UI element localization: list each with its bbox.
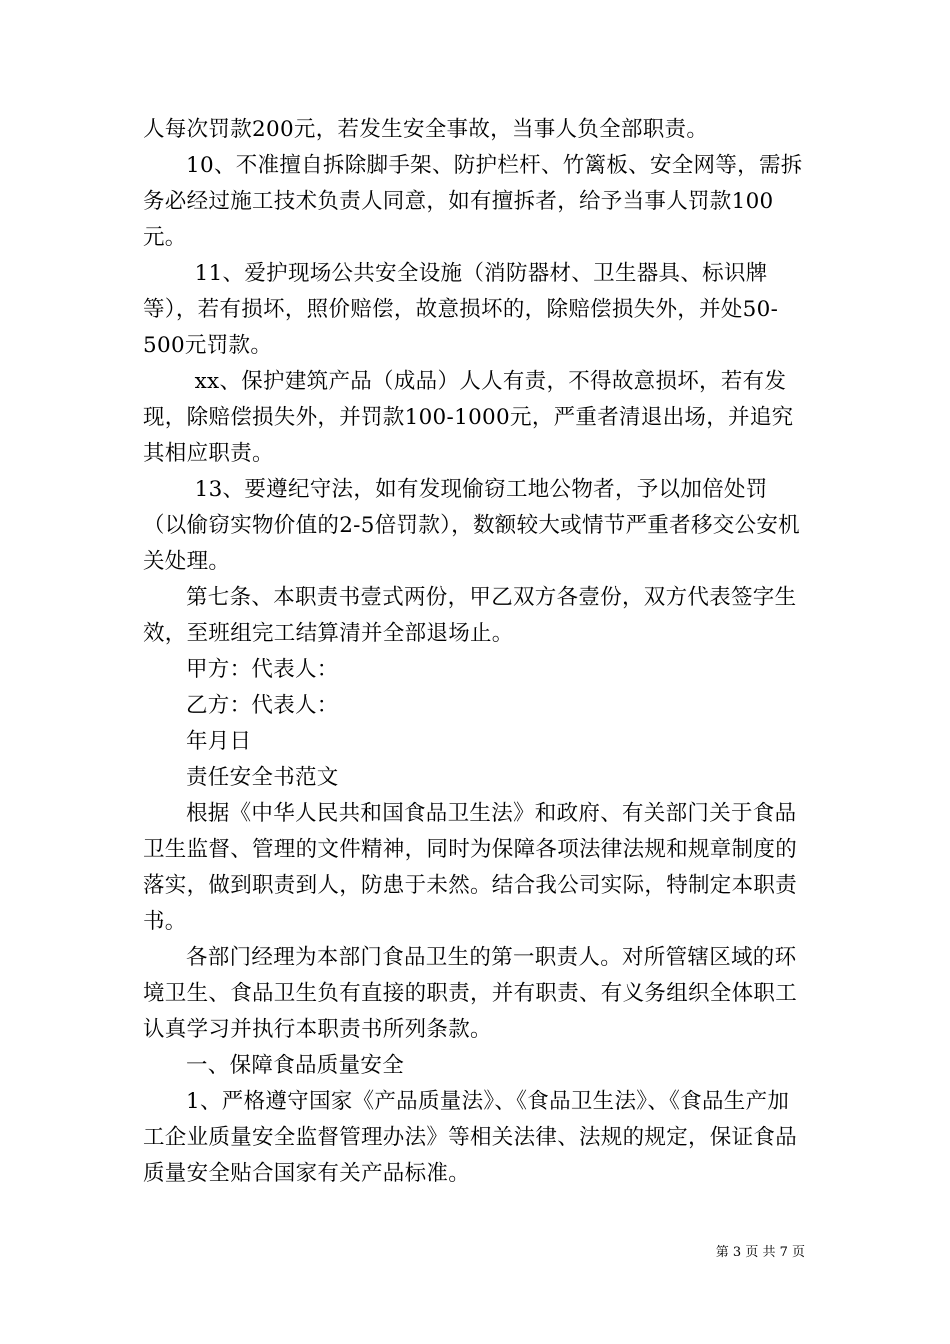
signature-date: 年月日 (186, 729, 252, 754)
paragraph-item-12: xx、保护建筑产品（成品）人人有责，不得故意损坏，若有发现，除赔偿损失外，并罚款100-1000元，严重者清退出场，并追究其相应职责。 (143, 369, 794, 466)
paragraph-penalty-continued: 人每次罚款200元，若发生安全事故，当事人负全部职责。 (143, 117, 709, 142)
paragraph-item-10: 10、不准擅自拆除脚手架、防护栏杆、竹篱板、安全网等，需拆务必经过施工技术负责人同意，如有擅拆者，给予当事人罚款100元。 (143, 153, 803, 250)
heading-food-quality: 一、保障食品质量安全 (186, 1053, 405, 1078)
paragraph-item-13: 13、要遵纪守法，如有发现偷窃工地公物者，予以加倍处罚（以偷窃实物价值的2-5倍罚款），数额较大或情节严重者移交公安机关处理。 (143, 477, 800, 574)
section-title: 责任安全书范文 (186, 765, 339, 790)
paragraph-article-7: 第七条、本职责书壹式两份，甲乙双方各壹份，双方代表签字生效，至班组完工结算清并全部退场止。 (143, 585, 797, 646)
signature-party-a: 甲方：代表人： (186, 657, 339, 682)
paragraph-manager-duty: 各部门经理为本部门食品卫生的第一职责人。对所管辖区域的环境卫生、食品卫生负有直接的职责，并有职责、有义务组织全体职工认真学习并执行本职责书所列条款。 (143, 945, 798, 1042)
paragraph-item-11: 11、爱护现场公共安全设施（消防器材、卫生器具、标识牌等），若有损坏，照价赔偿，故意损坏的，除赔偿损失外，并处50-500元罚款。 (143, 261, 779, 358)
signature-party-b: 乙方：代表人： (186, 693, 339, 718)
page-number: 第 3 页 共 7 页 (715, 1245, 805, 1260)
paragraph-intro: 根据《中华人民共和国食品卫生法》和政府、有关部门关于食品卫生监督、管理的文件精神，同时为保障各项法律法规和规章制度的落实，做到职责到人，防患于未然。结合我公司实际，特制定本职责书。 (143, 801, 798, 934)
document-body (143, 112, 809, 1192)
paragraph-item-1: 1、严格遵守国家《产品质量法》、《食品卫生法》、《食品生产加工企业质量安全监督管理办法》等相关法律、法规的规定，保证食品质量安全贴合国家有关产品标准。 (143, 1089, 798, 1186)
